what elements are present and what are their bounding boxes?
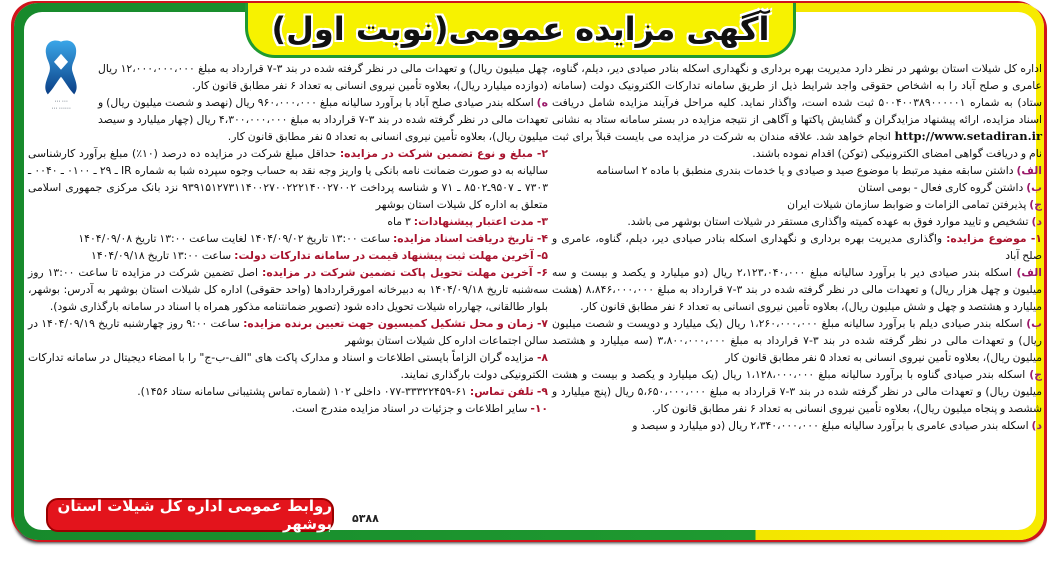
condition-label: ب): [1026, 181, 1042, 194]
port-item: [552, 417, 1042, 434]
section-item: [28, 383, 548, 400]
port-label: ب): [1026, 317, 1042, 330]
section-item: [28, 315, 548, 349]
section-text: ۶۱-۳۳۳۲۲۴۵۹-۰۷۷ داخلی ۱۰۲ (شماره تماس پشتیبانی سامانه ستاد ۱۴۵۶).: [137, 385, 467, 398]
setadiran-link[interactable]: http://www.setadiran.ir: [894, 129, 1042, 143]
port-label: الف): [1016, 266, 1042, 279]
condition-text: تشخیص و تایید موارد فوق به عهده کمیته واگذاری مستقر در شیلات استان بوشهر می باشد.: [627, 215, 1029, 228]
section-item: [28, 213, 548, 230]
right-column: [552, 60, 1042, 434]
section-heading: ۴- تاریخ دریافت اسناد مزایده:: [392, 232, 548, 245]
intro-text-end: انجام خواهد شد. علاقه مندان به شرکت در مزایده می بایست قبلاً برای ثبت نام و دریافت گواهی امضای الکترونیکی (توکن) اقدام نموده باشند.: [552, 130, 1042, 160]
port-label: ه): [536, 96, 548, 109]
port-label: ج): [1029, 368, 1042, 381]
condition-text: داشتن سابقه مفید مرتبط با موضوع صید و صیادی و یا خدمات بندری منطبق با ماده ۲ اساسنامه: [596, 164, 1014, 177]
condition-label: ج): [1029, 198, 1042, 211]
section-heading: ۵- آخرین مهلت ثبت پیشنهاد قیمت در سامانه تدارکات دولت:: [234, 249, 548, 262]
section-item: [28, 264, 548, 315]
port-item: [552, 264, 1042, 315]
section-heading: ۹- تلفن تماس:: [469, 385, 548, 398]
section-text: ۳ ماه: [387, 215, 411, 228]
public-relations-signature: روابط عمومی اداره کل شیلات استان بوشهر: [46, 498, 334, 532]
port-text: اسکله بندر صیادی صلح آباد با برآورد سالیانه مبلغ ۹۶۰،۰۰۰،۰۰۰ ریال (نهصد و شصت میلیون ریال) و تعهدات مالی در نظر گرفته شده در بند ۳-۷ قرارداد به مبلغ ۴،۳۰۰،۰۰۰،۰۰۰ ریال (چهار میلیارد و سیصد میلیون ریال)، بعلاوه تأمین نیروی انسانی به تعداد ۵ نفر مطابق قانون کار.: [98, 96, 548, 143]
port-item: [552, 366, 1042, 417]
condition-item: [552, 162, 1042, 179]
section-item: [28, 400, 548, 417]
section-heading: ۱۰-: [530, 402, 548, 415]
intro-text: اداره کل شیلات استان بوشهر در نظر دارد مدیریت بهره برداری و نگهداری اسکله بنادر صیادی دیر، دیلم، گناوه، عامری و صلح آباد را به اشخاص حقوقی واجد شرایط ذیل از طریق سامانه تدارکات الکترونیک دولت (سامانه ستاد) به شماره ۵۰۰۴۰۰۳۸۹۰۰۰۰۰۱ ثبت شده است، واگذار نماید. کلیه مراحل فرآیند مزایده شامل دریافت اسناد مزایده، ارائه پیشنهاد مزایدگران و گشایش پاکتها و آگاهی از نتیجه مزایده در بستر سامانه ستاد به نشانی: [552, 62, 1043, 126]
port-label: د): [1031, 419, 1042, 432]
section-text: مزایده گران الزاماً بایستی اطلاعات و اسناد و مدارک پاکت های "الف-ب-ج" را با امضاء دیجیتال در سامانه تدارکات الکترونیکی دولت بارگذاری نمایند.: [28, 351, 548, 381]
section-text: حداقل مبلغ شرکت در مزایده ده درصد (۱۰٪) مبلغ برآورد کارشناسی سالیانه به دو صورت ضمانت نامه بانکی یا واریز وجه نقد به حساب وجوه سپرده شبا به شماره IR ـ ۲۹ ـ ۰۱۰۰ ـ ۰۰۴۰ ـ ۷۳۰۳ ـ ۹۵۰۷ـ۸۵۰۲ ـ ۷۱ و شناسه پرداخت ۹۳۹۱۵۱۲۷۳۱۱۴۰۰۲۷۰۰۲۲۲۱۴۰۰۲۷۰۰۲ نزد بانک مرکزی جمهوری اسلامی متعلق به اداره کل شیلات استان بوشهر: [28, 147, 549, 211]
logo-caption: ⋯ ⋯ ⋯⋯ ⋯: [51, 98, 71, 112]
section-heading: ۸-: [536, 351, 549, 364]
section-heading: ۳- مدت اعتبار پیشنهادات:: [413, 215, 548, 228]
intro-paragraph: [552, 60, 1042, 162]
port-text: اسکله بندر صیادی دیلم با برآورد سالیانه مبلغ ۱،۲۶۰،۰۰۰،۰۰۰ ریال (یک میلیارد و دویست و شصت میلیون ریال) و تعهدات مالی در نظر گرفته شده در بند ۳-۷ قرارداد به مبلغ ۳،۸۰۰،۰۰۰،۰۰۰ (سه میلیارد و هشتصد میلیون ریال)، بعلاوه تأمین نیروی انسانی به تعداد ۵ نفر مطابق قانون کار: [552, 317, 1042, 364]
port-item: [28, 94, 548, 145]
section-item: [28, 230, 548, 247]
subject-section: [552, 230, 1042, 264]
section-heading: ۷- زمان و محل تشکیل کمیسیون جهت تعیین برنده مزایده:: [243, 317, 549, 330]
section-text: ساعت ۱۳:۰۰ تاریخ ۱۴۰۴/۰۹/۱۸: [91, 249, 232, 262]
section-text: اصل تضمین شرکت در مزایده تا ساعت ۱۳:۰۰ روز سه‌شنبه تاریخ ۱۴۰۴/۰۹/۱۸ به دبیرخانه امورقراردادها (واحد حقوقی) اداره کل شیلات استان بوشهر به آدرس: بوشهر، بلوار طالقانی، چهارراه شیلات تحویل داده شود (تصویر ضمانتنامه مذکور همراه با اسناد در سامانه بارگذاری شود).: [28, 266, 548, 313]
section-item: [28, 349, 548, 383]
section-item: [28, 145, 548, 213]
condition-item: [552, 213, 1042, 230]
port-text: اسکله بندر صیادی گناوه با برآورد سالیانه مبلغ ۱،۱۲۸،۰۰۰،۰۰۰ ریال (یک میلیارد و یکصد و بیست و هشت میلیون ریال) و تعهدات مالی در نظر گرفته شده در بند ۳-۷ قرارداد به مبلغ ۵،۶۵۰،۰۰۰،۰۰۰ ریال (پنج میلیارد و ششصد و پنجاه میلیون ریال)، بعلاوه تأمین نیروی انسانی به تعداد ۶ نفر مطابق قانون کار.: [552, 368, 1042, 415]
continuation-text: چهل میلیون ریال) و تعهدات مالی در نظر گرفته شده در بند ۳-۷ قرارداد به مبلغ ۱۲،۰۰۰،۰۰۰،۰۰۰ ریال (دوازده میلیارد ریال)، بعلاوه تأمین نیروی انسانی به تعداد ۶ نفر مطابق قانون کار.: [98, 62, 548, 92]
section-text: ساعت ۹:۰۰ روز چهارشنبه تاریخ ۱۴۰۴/۰۹/۱۹ در سالن اجتماعات اداره کل شیلات استان بوشهر: [28, 317, 548, 347]
condition-text: پذیرفتن تمامی الزامات و ضوابط سازمان شیلات ایران: [787, 198, 1027, 211]
ad-code: ۵۳۸۸: [352, 512, 379, 525]
condition-item: [552, 196, 1042, 213]
section-text: سایر اطلاعات و جزئیات در اسناد مزایده مندرج است.: [291, 402, 528, 415]
title-banner: [245, 3, 796, 58]
condition-text: داشتن گروه کاری فعال - بومی استان: [857, 181, 1024, 194]
section-heading: ۱- موضوع مزایده:: [946, 232, 1042, 245]
section-heading: ۲- مبلغ و نوع تضمین شرکت در مزایده:: [339, 147, 549, 160]
port-text: اسکله بندر صیادی عامری با برآورد سالیانه مبلغ ۲،۳۴۰،۰۰۰،۰۰۰ ریال (دو میلیارد و سیصد و: [632, 419, 1029, 432]
page-title: آگهی مزایده عمومی(نوبت اول): [271, 10, 770, 48]
condition-label: د): [1031, 215, 1042, 228]
section-heading: ۶- آخرین مهلت تحویل پاکت تضمین شرکت در مزایده:: [262, 266, 548, 279]
left-column: [28, 60, 548, 417]
port-text: اسکله بندر صیادی دیر با برآورد سالیانه مبلغ ۲،۱۲۳،۰۴۰،۰۰۰ ریال (دو میلیارد و یکصد و بیست و سه میلیون و چهل هزار ریال) و تعهدات مالی در نظر گرفته شده در بند ۳-۷ قرارداد به مبلغ ۸،۸۴۶،۰۰۰،۰۰۰ (هشت میلیارد و هشتصد و چهل و شش میلیون ریال)، بعلاوه تأمین نیروی انسانی به تعداد ۶ نفر مطابق قانون کار.: [552, 266, 1043, 313]
condition-label: الف): [1016, 164, 1042, 177]
condition-item: [552, 179, 1042, 196]
continuation-paragraph: [28, 60, 548, 94]
section-text: ساعت ۱۳:۰۰ تاریخ ۱۴۰۴/۰۹/۰۲ لغایت ساعت ۱۳:۰۰ تاریخ ۱۴۰۴/۰۹/۰۸: [78, 232, 391, 245]
logo-emblem-icon: [39, 38, 83, 98]
section-item: [28, 247, 548, 264]
section-text: واگذاری مدیریت بهره برداری و نگهداری اسکله بنادر صیادی دیر، دیلم، گناوه، عامری و صلح آباد: [552, 232, 1042, 262]
port-item: [552, 315, 1042, 366]
fisheries-logo-icon: [28, 38, 94, 122]
